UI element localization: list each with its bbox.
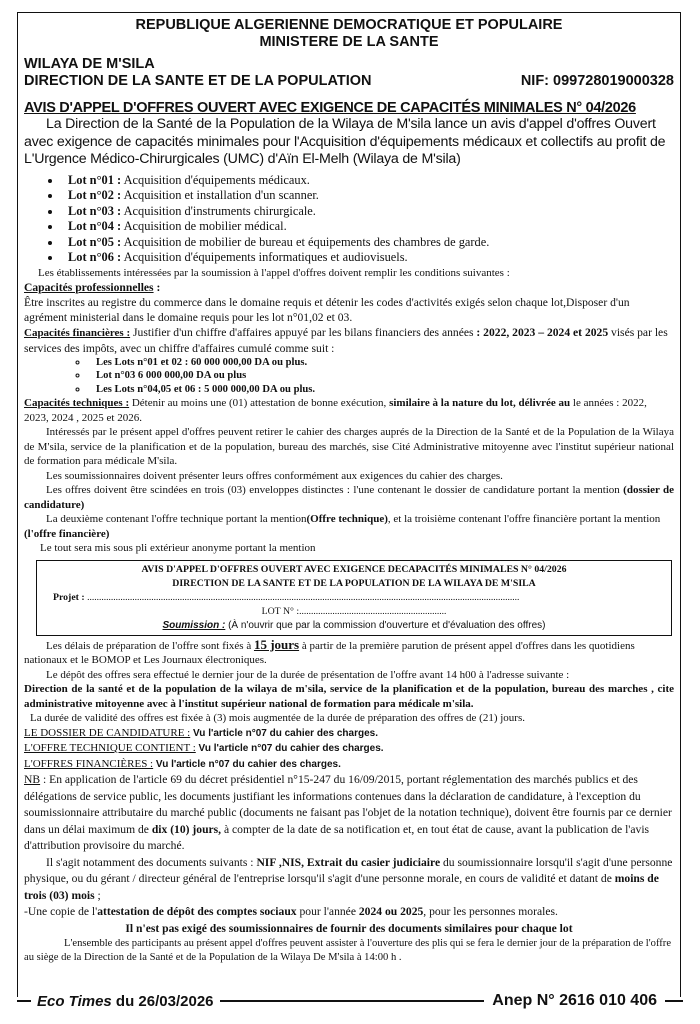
nif-number: NIF: 099728019000328 — [520, 73, 674, 89]
cap-pro-heading: Capacités professionnelles : — [24, 281, 161, 294]
not-required-note: Il n'est pas exigé des soumissionnaires de fournir des documents similaires pour chaque lot — [125, 921, 573, 935]
envelope-label-box — [36, 560, 672, 636]
documents-paragraph: Il s'agit notamment des documents suivants : NIF ,NIS, Extrait du casier judiciaire du soumissionnaire lorsqu'il s'agit d'une personne physique, ou du gérant / directeur général de l'entreprise lorsqu'il s'agit d'une personne morale, en cours de validité et datant de moins de trois (03) mois ; — [24, 855, 673, 902]
ref-dossier: LE DOSSIER DE CANDIDATURE : Vu l'article n°07 du cahier des charges. — [24, 726, 378, 739]
anep-number: Anep N° 2616 010 406 — [492, 992, 657, 1009]
lot-item: • Lot n°05 : Acquisition de mobilier de bureau et équipements des chambres de garde. — [62, 235, 674, 251]
republic-heading: REPUBLIQUE ALGERIENNE DEMOCRATIQUE ET POPULAIRE — [135, 17, 563, 33]
direction-row — [24, 73, 674, 90]
validite-paragraph: La durée de validité des offres est fixée à (3) mois augmentée de la durée de préparation des offres de (21) jours. — [30, 712, 526, 724]
notice-title: AVIS D'APPEL D'OFFRES OUVERT AVEC EXIGENCE DE CAPACITÉS MINIMALES N° 04/2026 — [24, 100, 636, 116]
ref-financiere: L'OFFRES FINANCIÈRES : Vu l'article n°07 du cahier des charges. — [24, 757, 341, 770]
tender-notice — [17, 12, 681, 997]
retrait-paragraph: Intéressés par le présent appel d'offres peuvent retirer le cahier des charges auprés de la Direction de la Santé et de la Population de la Wilaya de M'sila, service de la planification et de la population, bureau des marchés, sise Cité Administrative mitoyenne avec l'institut supérieur national de formation para médicale M'sila. — [24, 426, 674, 467]
outer-envelope-paragraph: Le tout sera mis sous pli extérieur anonyme portant la mention — [40, 542, 316, 554]
envelopes-paragraph: Les offres doivent être scindées en trois (03) enveloppes distinctes : l'une contenant le dossier de candidature portant la mention (dossier de candidature) — [24, 484, 674, 511]
publication-footer — [17, 990, 683, 1012]
turnover-item: ◦ Les Lots n°04,05 et 06 : 5 000 000,00 DA ou plus. — [88, 383, 674, 397]
envelope-lot: LOT N° :.............................................................. — [261, 605, 447, 617]
lot-item: • Lot n°01 : Acquisition d'équipements médicaux. — [62, 173, 674, 189]
lot-item: • Lot n°02 : Acquisition et installation d'un scanner. — [62, 188, 674, 204]
turnover-item: ◦ Lot n°03 6 000 000,00 DA ou plus — [88, 369, 674, 383]
wilaya-heading: WILAYA DE M'SILA — [24, 56, 155, 72]
depot-paragraph: Le dépôt des offres sera effectué le dernier jour de la durée de présentation de l'offre avant 14 h00 à l'adresse suivante : — [46, 668, 570, 681]
cap-pro-text: Être inscrites au registre du commerce dans le domaine requis et détenir les codes d'activités exigés selon chaque lot,Disposer d'un agrément ministerial dans le domaine requis pour les lot n°01,02 et 03. — [24, 296, 630, 324]
direction-heading: DIRECTION DE LA SANTE ET DE LA POPULATION — [24, 73, 372, 89]
envelope-projet: Projet : ...................................................................................................................................................................................... — [53, 591, 520, 603]
turnover-list — [88, 356, 674, 397]
ouverture-paragraph: L'ensemble des participants au présent appel d'offres peuvent assister à l'ouverture des plis qui se fera le dernier jour de la préparation de l'offre au siège de la Direction de la Santé et de la Population de la Wilaya De M'sila à 14:00 h . — [24, 937, 672, 963]
envelope-line-1: AVIS D'APPEL D'OFFRES OUVERT AVEC EXIGENCE DECAPACITÉS MINIMALES N° 04/2026 — [141, 563, 567, 575]
envelopes-paragraph-2: La deuxième contenant l'offre technique portant la mention(Offre technique), et la troisième contenant l'offre financière portant la mention (l'offre financière) — [24, 513, 661, 540]
depot-address: Direction de la santé et de la population de la wilaya de m'sila, service de la planification et de la population, bureau des marches , cite administrative mitoyenne avec à l'institut supérieur national de formation para médicale m'sila. — [24, 683, 674, 710]
soumissionnaires-paragraph: Les soumissionnaires doivent présenter leurs offres conformément aux exigences du cahier des charges. — [46, 469, 503, 482]
lot-item: • Lot n°04 : Acquisition de mobilier médical. — [62, 219, 674, 235]
turnover-item: ◦ Les Lots n°01 et 02 : 60 000 000,00 DA ou plus. — [88, 356, 674, 370]
nb-paragraph: NB : En application de l'article 69 du décret présidentiel n°15-247 du 16/09/2015, portant réglementation des marchés publics et des délégations de service public, les documents justifiant les informations contenues dans la déclaration de candidature, à l'exception du soumissionnaire attributaire du marché public (documents ne faisant pas l'objet de la notation technique), doivent être fournis par ce dernier dans un délai maximum de dix (10) jours, à compter de la date de sa notification et, en tout état de cause, avant la publication de l'avis d'attribution provisoire du marché. — [24, 773, 672, 852]
envelope-line-2: DIRECTION DE LA SANTE ET DE LA POPULATION DE LA WILAYA DE M'SILA — [172, 577, 536, 589]
lot-item: • Lot n°03 : Acquisition d'instruments chirurgicale. — [62, 204, 674, 220]
lot-item: • Lot n°06 : Acquisition d'équipements informatiques et audiovisuels. — [62, 250, 674, 266]
conditions-intro: Les établissements intéressées par la soumission à l'appel d'offres doivent remplir les conditions suivantes : — [38, 266, 510, 279]
ref-technique: L'OFFRE TECHNIQUE CONTIENT : Vu l'article n°07 du cahier des charges. — [24, 742, 384, 754]
ministry-heading: MINISTERE DE LA SANTE — [259, 34, 439, 50]
delais-paragraph: Les délais de préparation de l'offre sont fixés à 15 jours à partir de la première parution de présent appel d'offres dans les quotidiens nationaux et le BOMOP et Les Journaux électroniques. — [24, 636, 635, 666]
cap-fin-paragraph: Capacités financières : Justifier d'un chiffre d'affaires appuyé par les bilans financiers des années : 2022, 2023 – 2024 et 2025 visés par les services des impôts, avec un chiffre d'affaires cumulé comme suit : — [24, 326, 668, 355]
copie-paragraph: -Une copie de l'attestation de dépôt des comptes sociaux pour l'année 2024 ou 2025, pour les personnes morales. — [24, 905, 558, 918]
lots-list — [62, 173, 674, 266]
envelope-soumission: Soumission : (À n'ouvrir que par la commission d'ouverture et d'évaluation des offres) — [162, 619, 546, 631]
intro-paragraph: La Direction de la Santé de la Population de la Wilaya de M'sila lance un avis d'appel d'offres Ouvert avec exigence de capacités minimales pour l'Acquisition d'équipements médicaux et collectifs au profit de L'Urgence Médico-Chirurgicales (UMC) d'Aïn El-Melh (Wilaya de M'sila) — [24, 116, 666, 167]
cap-tech-paragraph: Capacités techniques : Détenir au moins une (01) attestation de bonne exécution, similaire à la nature du lot, délivrée au le années : 2022, 2023, 2024 , 2025 et 2026. — [24, 397, 647, 424]
publication-date: Eco Times du 26/03/2026 — [37, 992, 214, 1010]
